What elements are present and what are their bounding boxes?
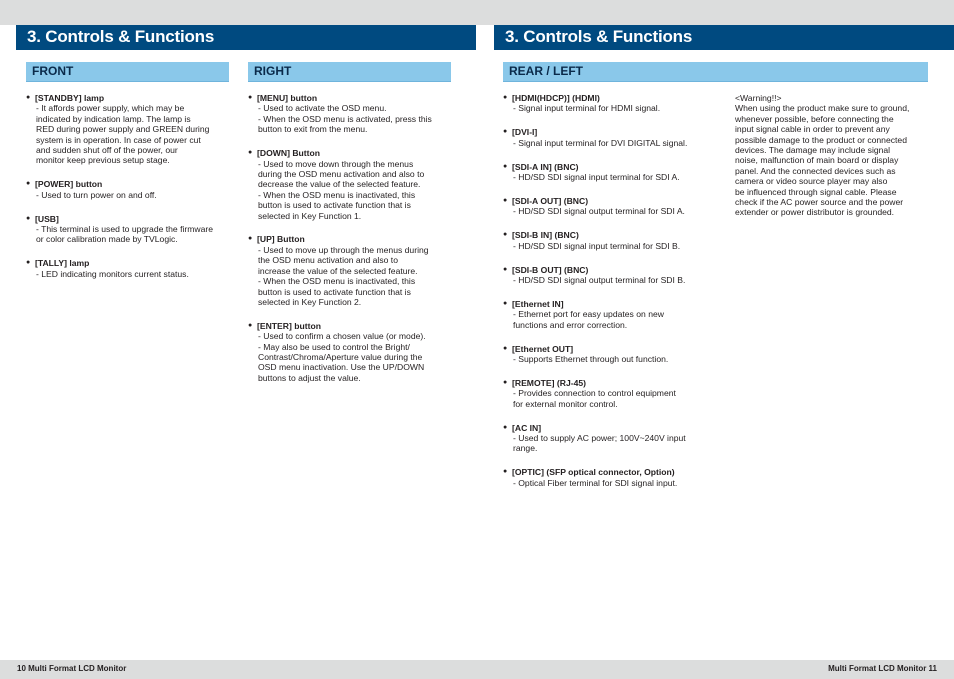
page-footer-right: Multi Format LCD Monitor 11 [828, 664, 937, 673]
warning-line: devices. The damage may include signal [735, 145, 891, 156]
item-title: ● [SDI-A OUT] (BNC) [503, 196, 708, 206]
warning-line: check if the AC power source and the power [735, 197, 904, 208]
item-description-line: decrease the value of the selected feature. [258, 179, 421, 190]
item-description-line: and sudden shut off of the power, our [36, 145, 178, 156]
list-item [248, 234, 453, 307]
item-description-line: - Signal input terminal for DVI DIGITAL signal. [513, 137, 688, 148]
list-item [503, 423, 708, 454]
item-description-line: - When the OSD menu is inactivated, this [258, 276, 416, 287]
item-description-line: - Used to supply AC power; 100V~240V input [513, 433, 686, 444]
item-description-line: - Used to move up through the menus during [258, 244, 429, 255]
item-title: ● [TALLY] lamp [26, 258, 231, 268]
item-description-line: - Used to turn power on and off. [36, 189, 157, 200]
item-title: ● [POWER] button [26, 179, 231, 189]
section-header-right-label: RIGHT [254, 64, 292, 78]
item-description-line: during the OSD menu activation and also to [258, 168, 425, 179]
item-title: ● [AC IN] [503, 423, 708, 433]
list-item [248, 321, 453, 383]
item-description-line: - HD/SD SDI signal input terminal for SDI A. [513, 172, 680, 183]
item-title: ● [MENU] button [248, 93, 453, 103]
item-description-line: - Used to activate the OSD menu. [258, 103, 387, 114]
item-description-line: button to exit from the menu. [258, 124, 368, 135]
list-item [503, 127, 708, 148]
list-item [503, 467, 708, 488]
item-title: ● [UP] Button [248, 234, 453, 244]
list-item [503, 230, 708, 251]
item-description-line: - LED indicating monitors current status. [36, 268, 189, 279]
list-item [26, 179, 231, 200]
warning-line: noise, malfunction of main board or display [735, 155, 899, 166]
title-bar-right [494, 25, 954, 50]
list-item [26, 258, 231, 279]
section-header-front-label: FRONT [32, 64, 74, 78]
list-item [248, 148, 453, 221]
item-description-line: functions and error correction. [513, 319, 628, 330]
item-description-line: - Signal input terminal for HDMI signal. [513, 103, 661, 114]
item-title: ● [DVI-I] [503, 127, 708, 137]
warning-line: be influenced through signal cable. Please [735, 186, 897, 197]
list-item [503, 265, 708, 286]
item-title: ● [SDI-A IN] (BNC) [503, 162, 708, 172]
page-title-left: 3. Controls & Functions [27, 27, 215, 46]
page-title-right: 3. Controls & Functions [505, 27, 693, 46]
warning-line: input signal cable in order to prevent any [735, 124, 890, 135]
section-header-rear-left-label: REAR / LEFT [509, 64, 583, 78]
item-description-line: or color calibration made by TVLogic. [36, 234, 178, 245]
right-column [248, 93, 453, 397]
item-description-line: Contrast/Chroma/Aperture value during the [258, 352, 423, 363]
item-description-line: - When the OSD menu is inactivated, this [258, 189, 416, 200]
list-item [503, 162, 708, 183]
item-description-line: - It affords power supply, which may be [36, 103, 185, 114]
item-description-line: monitor keep previous setup stage. [36, 155, 170, 166]
warning-line: camera or video source player may also [735, 176, 888, 187]
list-item [503, 378, 708, 409]
item-description-line: selected in Key Function 2. [258, 296, 362, 307]
item-description-line: increase the value of the selected feature. [258, 265, 418, 276]
list-item [26, 93, 231, 166]
warning-line: whenever possible, before connecting the [735, 113, 894, 124]
item-description-line: system is in operation. In case of power cut [36, 134, 201, 145]
item-description-line: - Used to move down through the menus [258, 158, 414, 169]
list-item [503, 196, 708, 217]
rear-column [503, 93, 708, 502]
list-item [503, 299, 708, 330]
item-title: ● [HDMI(HDCP)] (HDMI) [503, 93, 708, 103]
list-item [248, 93, 453, 135]
item-description-line: button is used to activate function that is [258, 286, 411, 297]
list-item [503, 93, 708, 114]
item-description-line: buttons to adjust the value. [258, 372, 361, 383]
item-title: ● [SDI-B IN] (BNC) [503, 230, 708, 240]
item-description-line: the OSD menu activation and also to [258, 255, 398, 266]
item-title: ● [SDI-B OUT] (BNC) [503, 265, 708, 275]
warning-body [735, 103, 931, 217]
item-title: ● [Ethernet IN] [503, 299, 708, 309]
item-description-line: - Supports Ethernet through out function. [513, 354, 669, 364]
warning-line: extender or power distributor is grounded. [735, 207, 895, 218]
item-title: ● [DOWN] Button [248, 148, 453, 158]
item-title: ● [ENTER] button [248, 321, 453, 331]
list-item [26, 214, 231, 245]
warning-line: When using the product make sure to ground, [735, 103, 910, 114]
item-description-line: - When the OSD menu is activated, press this [258, 113, 432, 124]
item-description-line: - Ethernet port for easy updates on new [513, 309, 664, 320]
item-title: ● [STANDBY] lamp [26, 93, 231, 103]
item-description-line: - Optical Fiber terminal for SDI signal input. [513, 477, 678, 488]
item-description-line: range. [513, 443, 538, 454]
item-description-line: button is used to activate function that is [258, 200, 411, 211]
warning-block [735, 93, 931, 218]
section-header-front [26, 62, 229, 82]
section-header-rear-left [503, 62, 928, 82]
item-description-line: - Provides connection to control equipment [513, 388, 676, 399]
warning-title: <Warning!!> [735, 93, 782, 103]
front-column [26, 93, 231, 293]
warning-line: possible damage to the product or connected [735, 134, 907, 145]
item-description-line: selected in Key Function 1. [258, 210, 362, 221]
item-description-line: - This terminal is used to upgrade the firmware [36, 224, 214, 235]
list-item [503, 344, 708, 365]
item-description-line: for external monitor control. [513, 398, 618, 409]
page-footer-left: 10 Multi Format LCD Monitor [17, 664, 127, 673]
title-bar-left [16, 25, 476, 50]
warning-line: panel. And the connected devices such as [735, 165, 896, 176]
item-description-line: - HD/SD SDI signal output terminal for SDI A. [513, 206, 685, 217]
item-description-line: OSD menu inactivation. Use the UP/DOWN [258, 362, 425, 373]
item-description-line: RED during power supply and GREEN during [36, 124, 210, 135]
item-description-line: - Used to confirm a chosen value (or mode). [258, 331, 426, 342]
item-description-line: - HD/SD SDI signal input terminal for SDI B. [513, 240, 681, 251]
section-header-right [248, 62, 451, 82]
item-title: ● [Ethernet OUT] [503, 344, 708, 354]
item-title: ● [REMOTE] (RJ-45) [503, 378, 708, 388]
item-title: ● [USB] [26, 214, 231, 224]
item-description-line: - HD/SD SDI signal output terminal for SDI B. [513, 274, 686, 285]
item-description-line: - May also be used to control the Bright/ [258, 341, 410, 352]
item-title: ● [OPTIC] (SFP optical connector, Option) [503, 467, 708, 477]
top-gray-band [0, 0, 954, 25]
item-description-line: indicated by indication lamp. The lamp is [36, 113, 191, 124]
